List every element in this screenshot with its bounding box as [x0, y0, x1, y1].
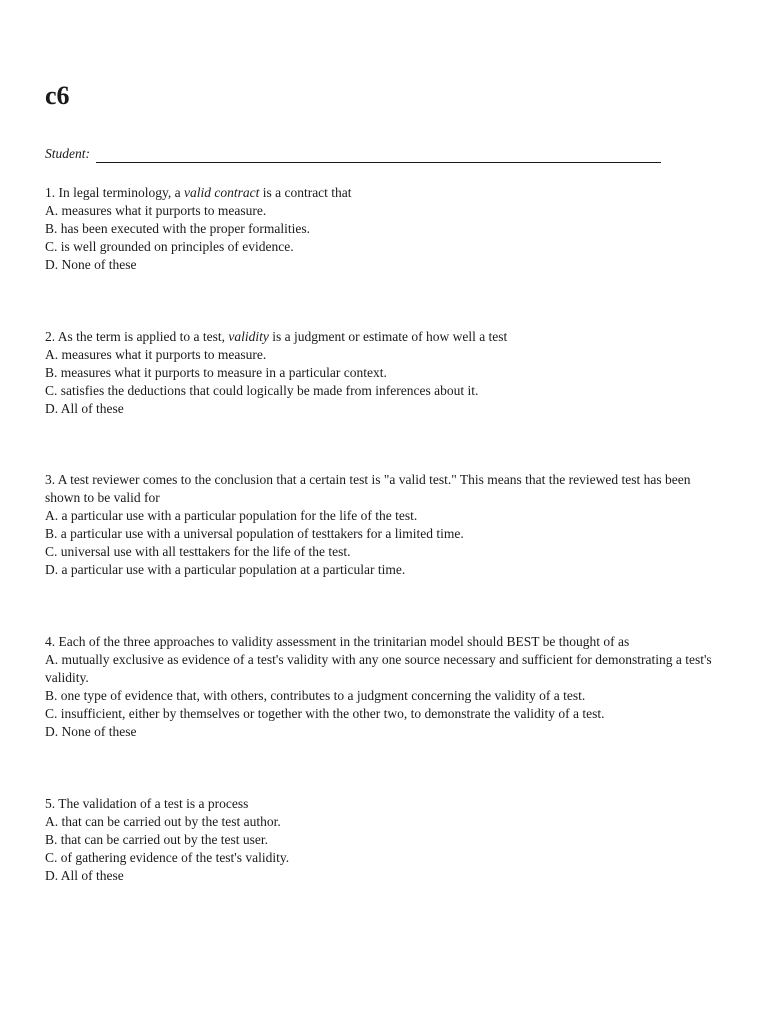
question-stem — [45, 184, 725, 202]
question-5 — [45, 795, 725, 885]
answer-option-d: D. None of these — [45, 257, 137, 272]
answer-option-a: A. measures what it purports to measure. — [45, 203, 267, 218]
student-name-row — [45, 145, 661, 163]
answer-option-c: C. of gathering evidence of the test's validity. — [45, 850, 290, 865]
answer-option-b: B. a particular use with a universal population of testtakers for a limited time. — [45, 526, 464, 541]
question-stem: 4. Each of the three approaches to validity assessment in the trinitarian model should BEST be thought of as — [45, 634, 630, 649]
question-3 — [45, 471, 725, 579]
student-name-blank — [96, 148, 661, 163]
question-4 — [45, 633, 725, 741]
answer-option-a: A. a particular use with a particular population for the life of the test. — [45, 508, 418, 523]
stem-term: validity — [228, 329, 269, 344]
answer-option-d: D. a particular use with a particular population at a particular time. — [45, 562, 406, 577]
stem-text: is a contract that — [259, 185, 352, 200]
answer-option-c: C. insufficient, either by themselves or together with the other two, to demonstrate the validity of a test. — [45, 706, 605, 721]
answer-option-c: C. satisfies the deductions that could logically be made from inferences about it. — [45, 383, 479, 398]
question-1 — [45, 184, 725, 274]
answer-option-a: A. measures what it purports to measure. — [45, 347, 267, 362]
answer-option-b: B. one type of evidence that, with others, contributes to a judgment concerning the validity of a test. — [45, 688, 586, 703]
answer-option-b: B. has been executed with the proper formalities. — [45, 221, 311, 236]
answer-option-b: B. measures what it purports to measure in a particular context. — [45, 365, 387, 380]
student-label: Student: — [45, 146, 90, 161]
stem-term: valid contract — [183, 185, 260, 200]
question-2 — [45, 328, 725, 418]
page-title: c6 — [45, 81, 70, 110]
answer-option-c: C. universal use with all testtakers for the life of the test. — [45, 544, 351, 559]
question-stem — [45, 328, 725, 346]
stem-text: is a judgment or estimate of how well a test — [268, 329, 508, 344]
answer-option-c: C. is well grounded on principles of evidence. — [45, 239, 294, 254]
answer-option-a: A. mutually exclusive as evidence of a test's validity with any one source necessary and sufficient for demonstrating a test's validity. — [45, 652, 712, 685]
answer-option-d: D. All of these — [45, 401, 124, 416]
question-stem: 3. A test reviewer comes to the conclusion that a certain test is "a valid test." This means that the reviewed test has been shown to be valid for — [45, 472, 691, 505]
answer-option-a: A. that can be carried out by the test author. — [45, 814, 281, 829]
stem-text: 1. In legal terminology, a — [45, 185, 184, 200]
answer-option-d: D. None of these — [45, 724, 137, 739]
stem-text: 2. As the term is applied to a test, — [45, 329, 229, 344]
answer-option-b: B. that can be carried out by the test user. — [45, 832, 269, 847]
answer-option-d: D. All of these — [45, 868, 124, 883]
question-stem: 5. The validation of a test is a process — [45, 796, 249, 811]
